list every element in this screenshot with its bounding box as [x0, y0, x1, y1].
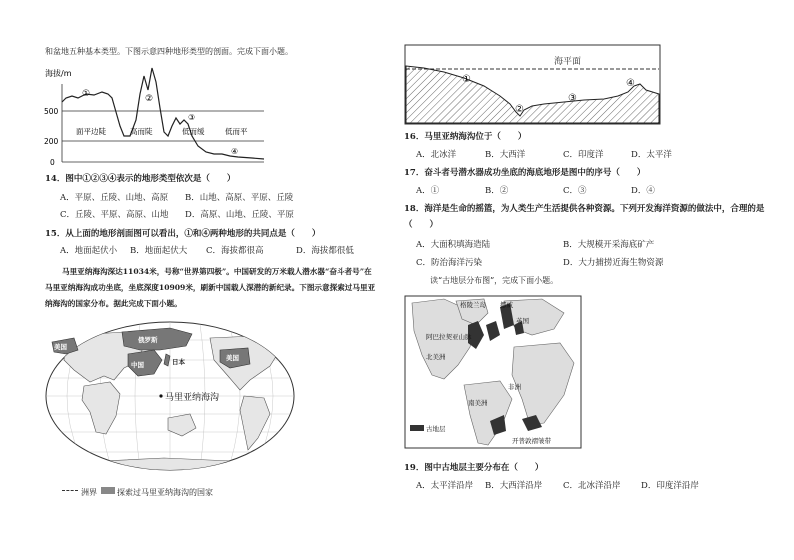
- map-legend: [62, 480, 213, 497]
- q14-option-d[interactable]: D．高原、山地、丘陵、平原: [185, 210, 294, 220]
- passage-line-1: 马里亚纳海沟深达11034米，号称“世界第四极”。中国研发的万米载人潜水器“奋斗者号”在: [62, 267, 372, 276]
- q15-option-b[interactable]: B．地面起伏大: [130, 246, 188, 256]
- terrain-profile-line: [62, 68, 264, 159]
- q15-option-a[interactable]: A．地面起伏小: [60, 246, 118, 256]
- q16-option-c[interactable]: C．印度洋: [563, 150, 604, 160]
- strata-map-figure: [404, 295, 582, 449]
- q16-option-b[interactable]: B．大西洋: [485, 150, 526, 160]
- q16-option-d[interactable]: D．太平洋: [631, 150, 672, 160]
- label-cape-fold: 开普敦褶皱带: [512, 437, 551, 445]
- question-19-stem: 19．图中古地层主要分布在（ ）: [404, 463, 544, 473]
- tick-200: 200: [44, 137, 59, 146]
- legend-border-label: 洲界: [81, 488, 97, 497]
- label-britain: 英国: [516, 317, 529, 325]
- legend-country-label: 探索过马里亚纳海沟的国家: [117, 488, 213, 497]
- q18-option-c[interactable]: C．防治海洋污染: [416, 258, 483, 268]
- question-15-stem: 15．从上面的地形剖面图可以看出，①和④两种地形的共同点是（ ）: [45, 229, 321, 239]
- label-japan: 日本: [172, 358, 185, 366]
- label-norway: 挪威: [500, 301, 513, 309]
- q18-option-d[interactable]: D．大力捕捞近海生物资源: [563, 258, 664, 268]
- label-usa-east: 美国: [226, 354, 239, 362]
- passage-line-2: 马里亚纳海沟成功坐底，坐底深度10909米，刷新中国载人深潜的新纪录。下图示意探索过马里亚: [45, 283, 376, 292]
- q17-option-d[interactable]: D．④: [631, 186, 655, 196]
- world-map-figure: [44, 320, 296, 478]
- label-africa: 非洲: [508, 383, 521, 391]
- q17-option-b[interactable]: B．②: [485, 186, 509, 196]
- sea-level-label: 海平面: [554, 57, 582, 67]
- question-18-stem-2: （ ）: [404, 220, 439, 230]
- legend-border-symbol: [62, 490, 78, 491]
- q15-option-c[interactable]: C．海拔都很高: [206, 246, 264, 256]
- label-plain: 低而平: [225, 127, 248, 136]
- elevation-profile-figure: [42, 64, 272, 168]
- profile-mark-3: ③: [188, 113, 196, 122]
- question-14-stem: 14．图中①②③④表示的地形类型依次是（ ）: [45, 174, 236, 184]
- legend-strata-symbol: [410, 425, 424, 431]
- question-17-stem: 17．奋斗者号潜水器成功坐底的海底地形是图中的序号（ ）: [404, 168, 646, 178]
- tick-0: 0: [50, 158, 55, 167]
- seafloor-mark-4: ④: [626, 78, 635, 89]
- q18-option-a[interactable]: A．大面积填海造陆: [416, 240, 491, 250]
- seafloor-mark-1: ①: [462, 74, 471, 85]
- profile-mark-1: ①: [82, 89, 91, 99]
- q18-option-b[interactable]: B．大规模开采海底矿产: [563, 240, 655, 250]
- intro-text: 和盆地五种基本类型。下图示意四种地形类型的剖面。完成下面小题。: [45, 47, 293, 56]
- legend-strata-label: 古地层: [426, 425, 446, 433]
- profile-ylabel: 海拔/m: [45, 69, 72, 78]
- label-plateau: 面平边陡: [76, 127, 106, 136]
- trench-marker: [159, 394, 162, 397]
- q15-option-d[interactable]: D．海拔都很低: [296, 246, 354, 256]
- label-north-america: 北美洲: [426, 353, 446, 361]
- label-south-america: 南美洲: [468, 399, 488, 407]
- legend-country-symbol: [101, 487, 115, 494]
- q19-option-b[interactable]: B．大西洋沿岸: [485, 481, 543, 491]
- passage-line-3: 纳海沟的国家分布。据此完成下面小题。: [45, 299, 182, 308]
- question-16-stem: 16．马里亚纳海沟位于（ ）: [404, 132, 527, 142]
- seafloor-profile-figure: [404, 44, 662, 126]
- label-russia: 俄罗斯: [138, 336, 158, 344]
- q19-option-d[interactable]: D．印度洋沿岸: [641, 481, 699, 491]
- question-18-stem: 18．海洋是生命的摇篮，为人类生产生活提供各种资源。下列开发海洋资源的做法中，合理的是: [404, 204, 765, 214]
- q19-option-c[interactable]: C．北冰洋沿岸: [563, 481, 621, 491]
- profile-mark-4: ④: [231, 147, 239, 156]
- label-mountain: 高而陡: [130, 127, 153, 136]
- intro-text-2: 读“古地层分布图”，完成下面小题。: [430, 276, 559, 285]
- label-usa-west: 美国: [54, 343, 67, 351]
- label-appalachian: 阿巴拉契亚山脉: [426, 333, 472, 341]
- label-hill: 低而缓: [182, 127, 205, 136]
- q17-option-c[interactable]: C．③: [563, 186, 587, 196]
- q14-option-b[interactable]: B．山地、高原、平原、丘陵: [185, 193, 294, 203]
- q16-option-a[interactable]: A．北冰洋: [416, 150, 457, 160]
- profile-mark-2: ②: [145, 94, 154, 104]
- q14-option-a[interactable]: A．平原、丘陵、山地、高原: [60, 193, 169, 203]
- q17-option-a[interactable]: A．①: [416, 186, 440, 196]
- q19-option-a[interactable]: A．太平洋沿岸: [416, 481, 474, 491]
- label-trench: 马里亚纳海沟: [165, 393, 220, 403]
- label-greenland: 格陵兰岛: [460, 301, 486, 309]
- seafloor-mark-2: ②: [515, 104, 524, 115]
- label-china: 中国: [131, 361, 144, 369]
- seafloor-mark-3: ③: [568, 93, 577, 104]
- q14-option-c[interactable]: C．丘陵、平原、高原、山地: [60, 210, 169, 220]
- tick-500: 500: [44, 107, 59, 116]
